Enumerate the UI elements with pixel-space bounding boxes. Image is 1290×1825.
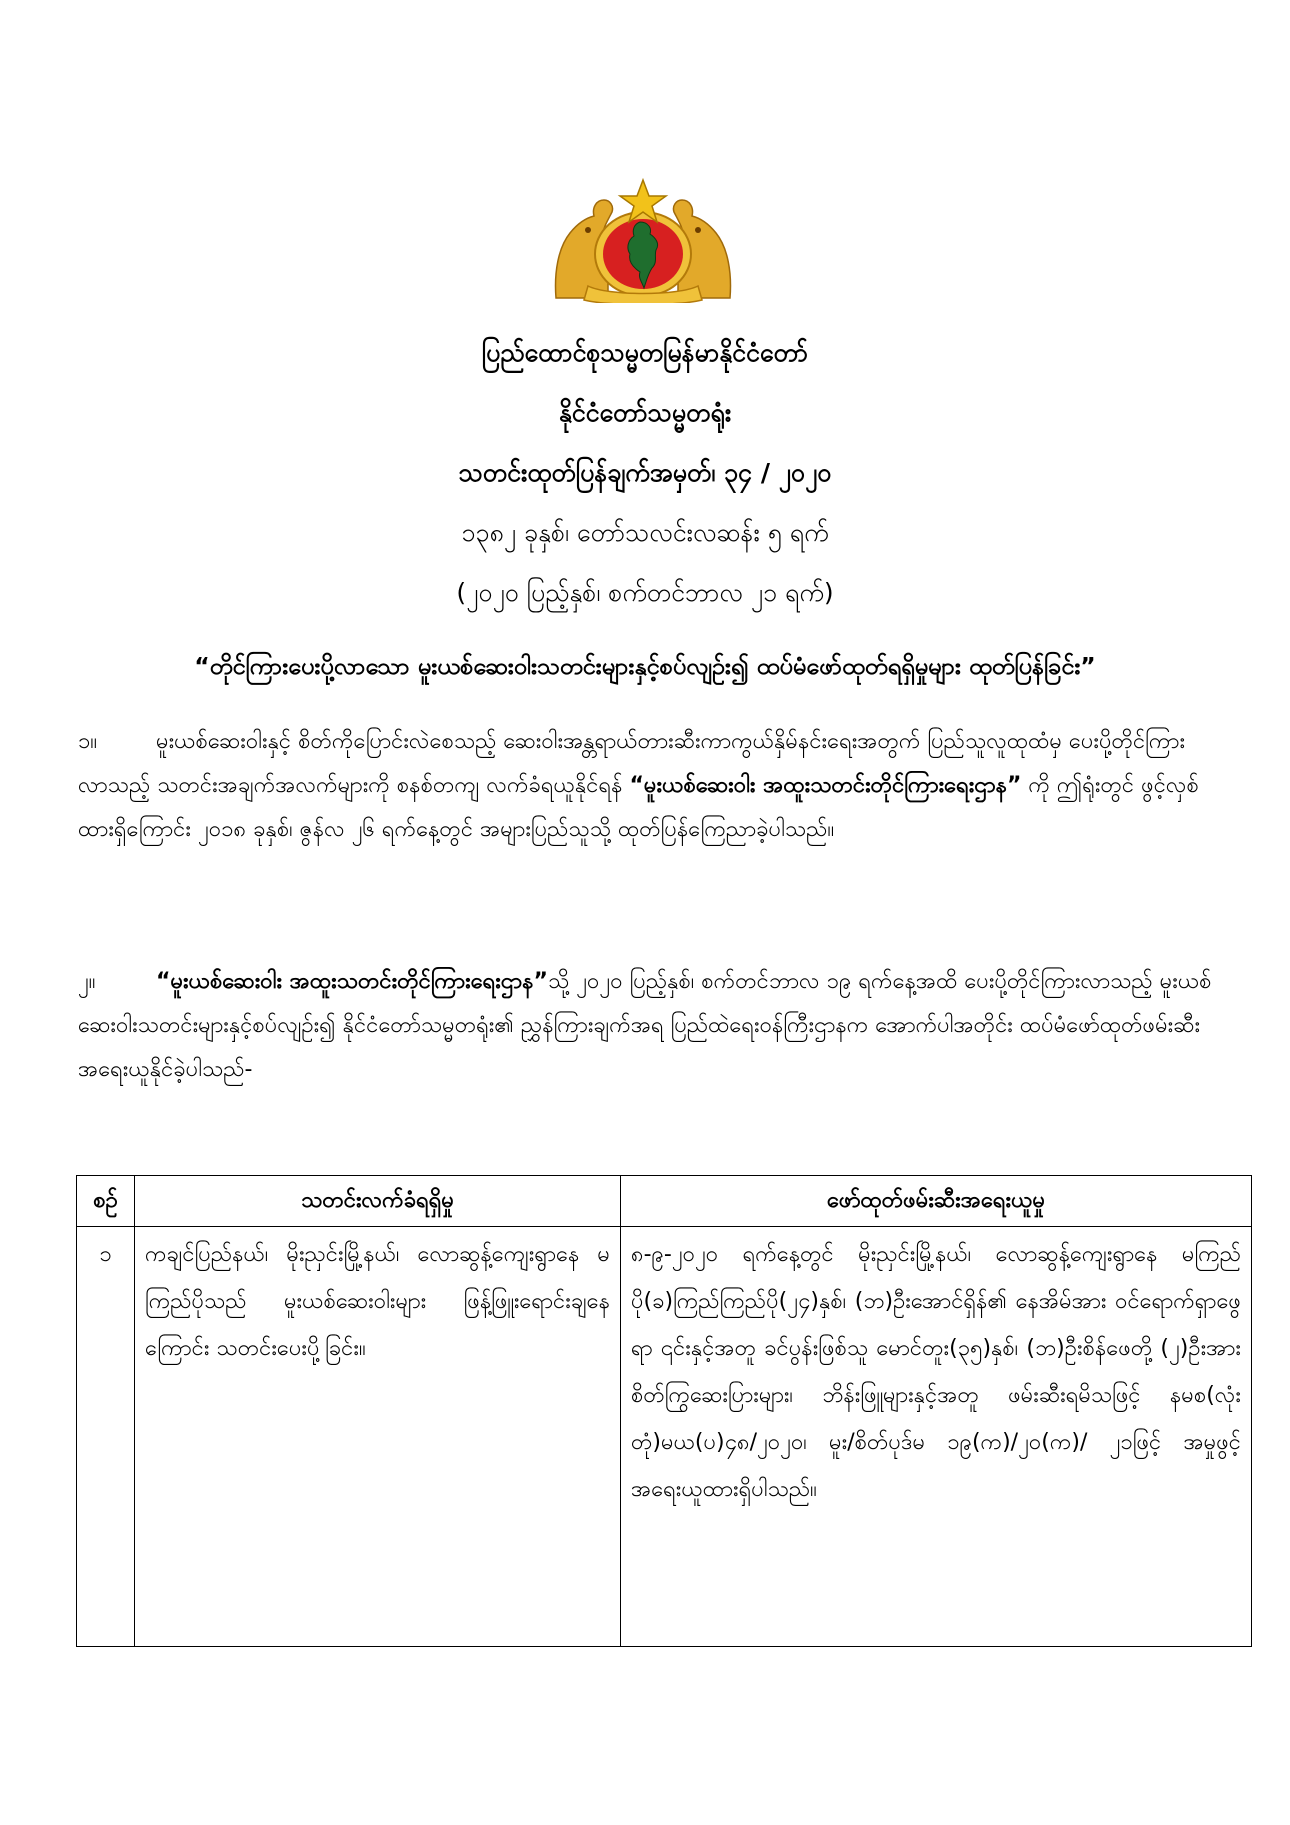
- paragraph-text: မူးယစ်ဆေးဝါးနှင့် စိတ်ကိုပြောင်းလဲစေသည့် ဆေးဝါးအန္တရာယ်တားဆီးကာကွယ်နှိမ်နင်းရေးအတွက် ပြည်သူလူထုထံမှ ပေးပို့တိုင်ကြားလာသည့် သတင်းအချက်အလက်များကို စနစ်တကျ လက်ခံရယူနိုင်ရန်: [78, 729, 1186, 798]
- paragraph-1: [78, 720, 1212, 852]
- paragraph-2: [78, 960, 1212, 1092]
- press-release-heading: “တိုင်ကြားပေးပို့လာသော မူးယစ်ဆေးဝါးသတင်းများနှင့်စပ်လျဉ်း၍ ထပ်မံဖော်ထုတ်ရရှိမှုများ ထုတ်ပြန်ခြင်း”: [194, 652, 1096, 680]
- case-table: [76, 1175, 1252, 1647]
- country-name: ပြည်ထောင်စုသမ္မတမြန်မာနိုင်ငံတော်: [481, 338, 809, 367]
- paragraph-bold-text: “မူးယစ်ဆေးဝါး အထူးသတင်းတိုင်ကြားရေးဌာန”: [156, 969, 548, 994]
- date-gregorian: (၂၀၂၀ ပြည့်နှစ်၊ စက်တင်ဘာလ ၂၁ ရက်): [456, 578, 834, 607]
- column-header-received: သတင်းလက်ခံရရှိမှု: [135, 1176, 621, 1227]
- serial-cell: ၁: [77, 1227, 135, 1647]
- date-myanmar: ၁၃၈၂ ခုနှစ်၊ တော်သလင်းလဆန်း ၅ ရက်: [461, 518, 829, 547]
- release-number: သတင်းထုတ်ပြန်ချက်အမှတ်၊ ၃၄ / ၂၀၂၀: [458, 458, 832, 487]
- paragraph-number: ၂။: [78, 969, 96, 994]
- column-header-serial: စဉ်: [77, 1176, 135, 1227]
- table-row: [77, 1227, 1252, 1647]
- received-cell: ကချင်ပြည်နယ်၊ မိုးညှင်းမြို့နယ်၊ လောဆွန့်ကျေးရွာနေ မကြည်ပိုသည် မူးယစ်ဆေးဝါးများ ဖြန့်ဖြူးရောင်းချနေကြောင်း သတင်းပေးပို့ခြင်း။: [135, 1227, 621, 1647]
- office-name: နိုင်ငံတော်သမ္မတရုံး: [558, 398, 732, 427]
- paragraph-text: ကို ဤရုံးတွင် ဖွင့်လှစ်ထားရှိကြောင်း ၂၀၁၈ ခုနှစ်၊ ဇွန်လ ၂၆ ရက်နေ့တွင် အများပြည်သူသို့ ထုတ်ပြန်ကြေညာခဲ့ပါသည်။: [78, 773, 1199, 842]
- action-cell: ၈-၉-၂၀၂၀ ရက်နေ့တွင် မိုးညှင်းမြို့နယ်၊ လောဆွန့်ကျေးရွာနေ မကြည်ပို(ခ)ကြည်ကြည်ပို(၂၄)နှစ်၊ (ဘ)ဦးအောင်ရှိန်၏ နေအိမ်အား ဝင်ရောက်ရှာဖွေရာ ၎င်းနှင့်အတူ ခင်ပွန်းဖြစ်သူ မောင်တူး(၃၅)နှစ်၊ (ဘ)ဦးစိန်ဖေတို့ (၂)ဦးအား စိတ်ကြွဆေးပြားများ၊ ဘိန်းဖြူများနှင့်အတူ ဖမ်းဆီးရမိသဖြင့် နမစ(လုံးတုံ)မယ(ပ)၄၈/၂၀၂၀၊ မူး/စိတ်ပုဒ်မ ၁၉(က)/၂၀(က)/ ၂၁ဖြင့် အမှုဖွင့် အရေးယူထားရှိပါသည်။: [621, 1227, 1252, 1647]
- table-header-row: [77, 1176, 1252, 1227]
- state-seal-emblem-icon: [548, 178, 738, 303]
- paragraph-bold-text: “မူးယစ်ဆေးဝါး အထူးသတင်းတိုင်ကြားရေးဌာန”: [629, 773, 1022, 798]
- paragraph-text: သို့ ၂၀၂၀ ပြည့်နှစ်၊ စက်တင်ဘာလ ၁၉ ရက်နေ့အထိ ပေးပို့တိုင်ကြားလာသည့် မူးယစ်ဆေးဝါးသတင်းများနှင့်စပ်လျဉ်း၍ နိုင်ငံတော်သမ္မတရုံး၏ ညွှန်ကြားချက်အရ ပြည်ထဲရေးဝန်ကြီးဌာနက အောက်ပါအတိုင်း ထပ်မံဖော်ထုတ်ဖမ်းဆီးအရေးယူနိုင်ခဲ့ပါသည်-: [78, 969, 1212, 1082]
- column-header-action: ဖော်ထုတ်ဖမ်းဆီးအရေးယူမှု: [621, 1176, 1252, 1227]
- paragraph-number: ၁။: [78, 729, 98, 754]
